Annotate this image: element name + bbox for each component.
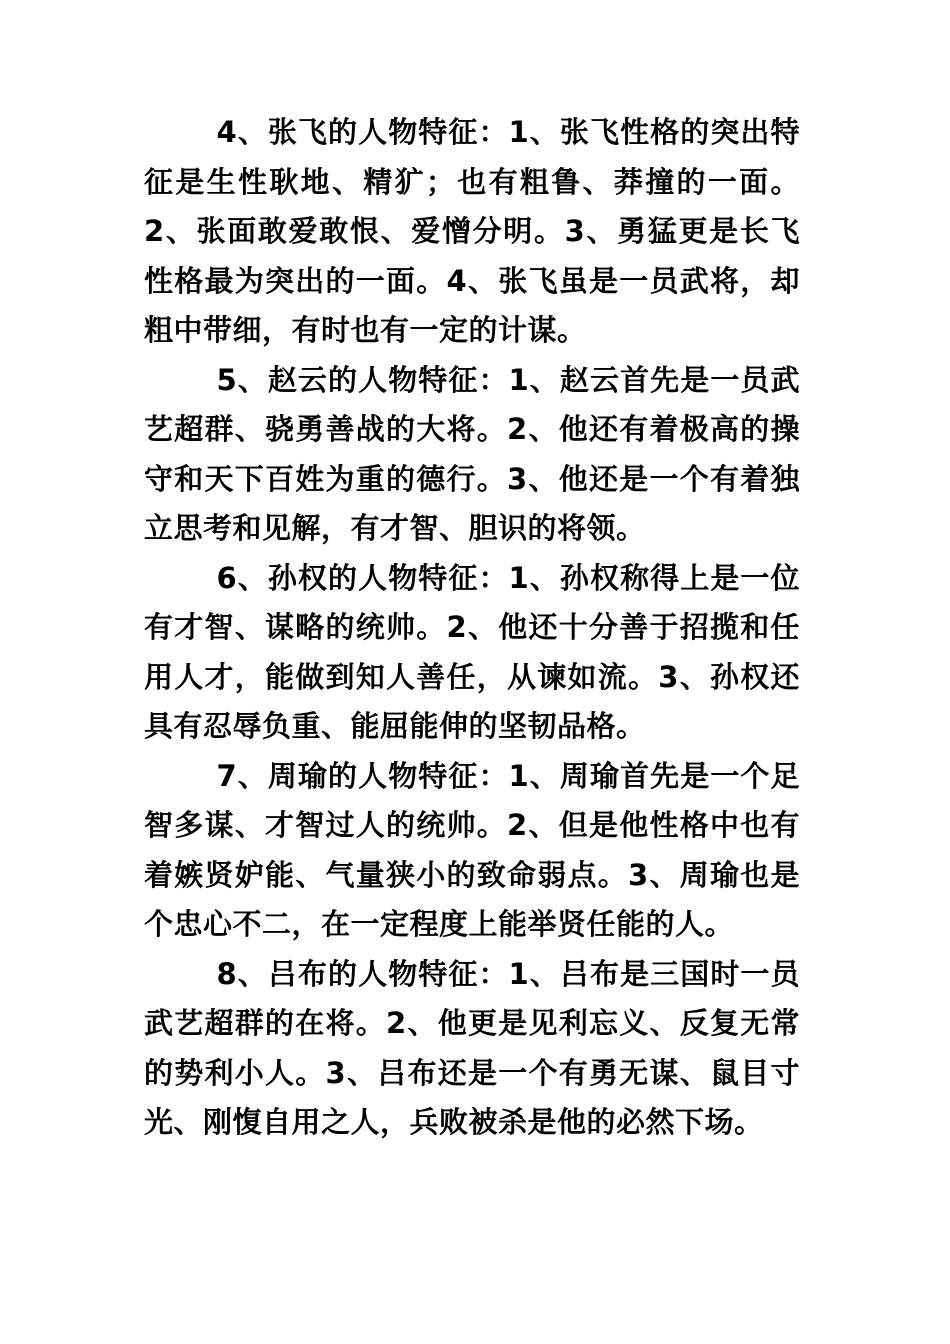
paragraph-zhou-yu: 7、周瑜的人物特征：1、周瑜首先是一个足智多谋、才智过人的统帅。2、但是他性格中也有着嫉贤妒能、气量狭小的致命弱点。3、周瑜也是个忠心不二，在一定程度上能举贤任能的人。 [144, 758, 800, 941]
paragraph-sun-quan: 6、孙权的人物特征：1、孙权称得上是一位有才智、谋略的统帅。2、他还十分善于招揽和任用人才，能做到知人善任，从谏如流。3、孙权还具有忍辱负重、能屈能伸的坚韧品格。 [144, 560, 800, 743]
document-body [144, 108, 800, 1148]
paragraph-zhao-yun: 5、赵云的人物特征：1、赵云首先是一员武艺超群、骁勇善战的大将。2、他还有着极高的操守和天下百姓为重的德行。3、他还是一个有着独立思考和见解，有才智、胆识的将领。 [144, 362, 800, 545]
paragraph-lv-bu: 8、吕布的人物特征：1、吕布是三国时一员武艺超群的在将。2、他更是见利忘义、反复无常的势利小人。3、吕布还是一个有勇无谋、鼠目寸光、刚愎自用之人，兵败被杀是他的必然下场。 [144, 956, 800, 1139]
paragraph-zhang-fei: 4、张飞的人物特征：1、张飞性格的突出特征是生性耿地、精犷；也有粗鲁、莽撞的一面。2、张面敢爱敢恨、爱憎分明。3、勇猛更是长飞性格最为突出的一面。4、张飞虽是一员武将，却粗中带细，有时也有一定的计谋。 [144, 115, 800, 347]
